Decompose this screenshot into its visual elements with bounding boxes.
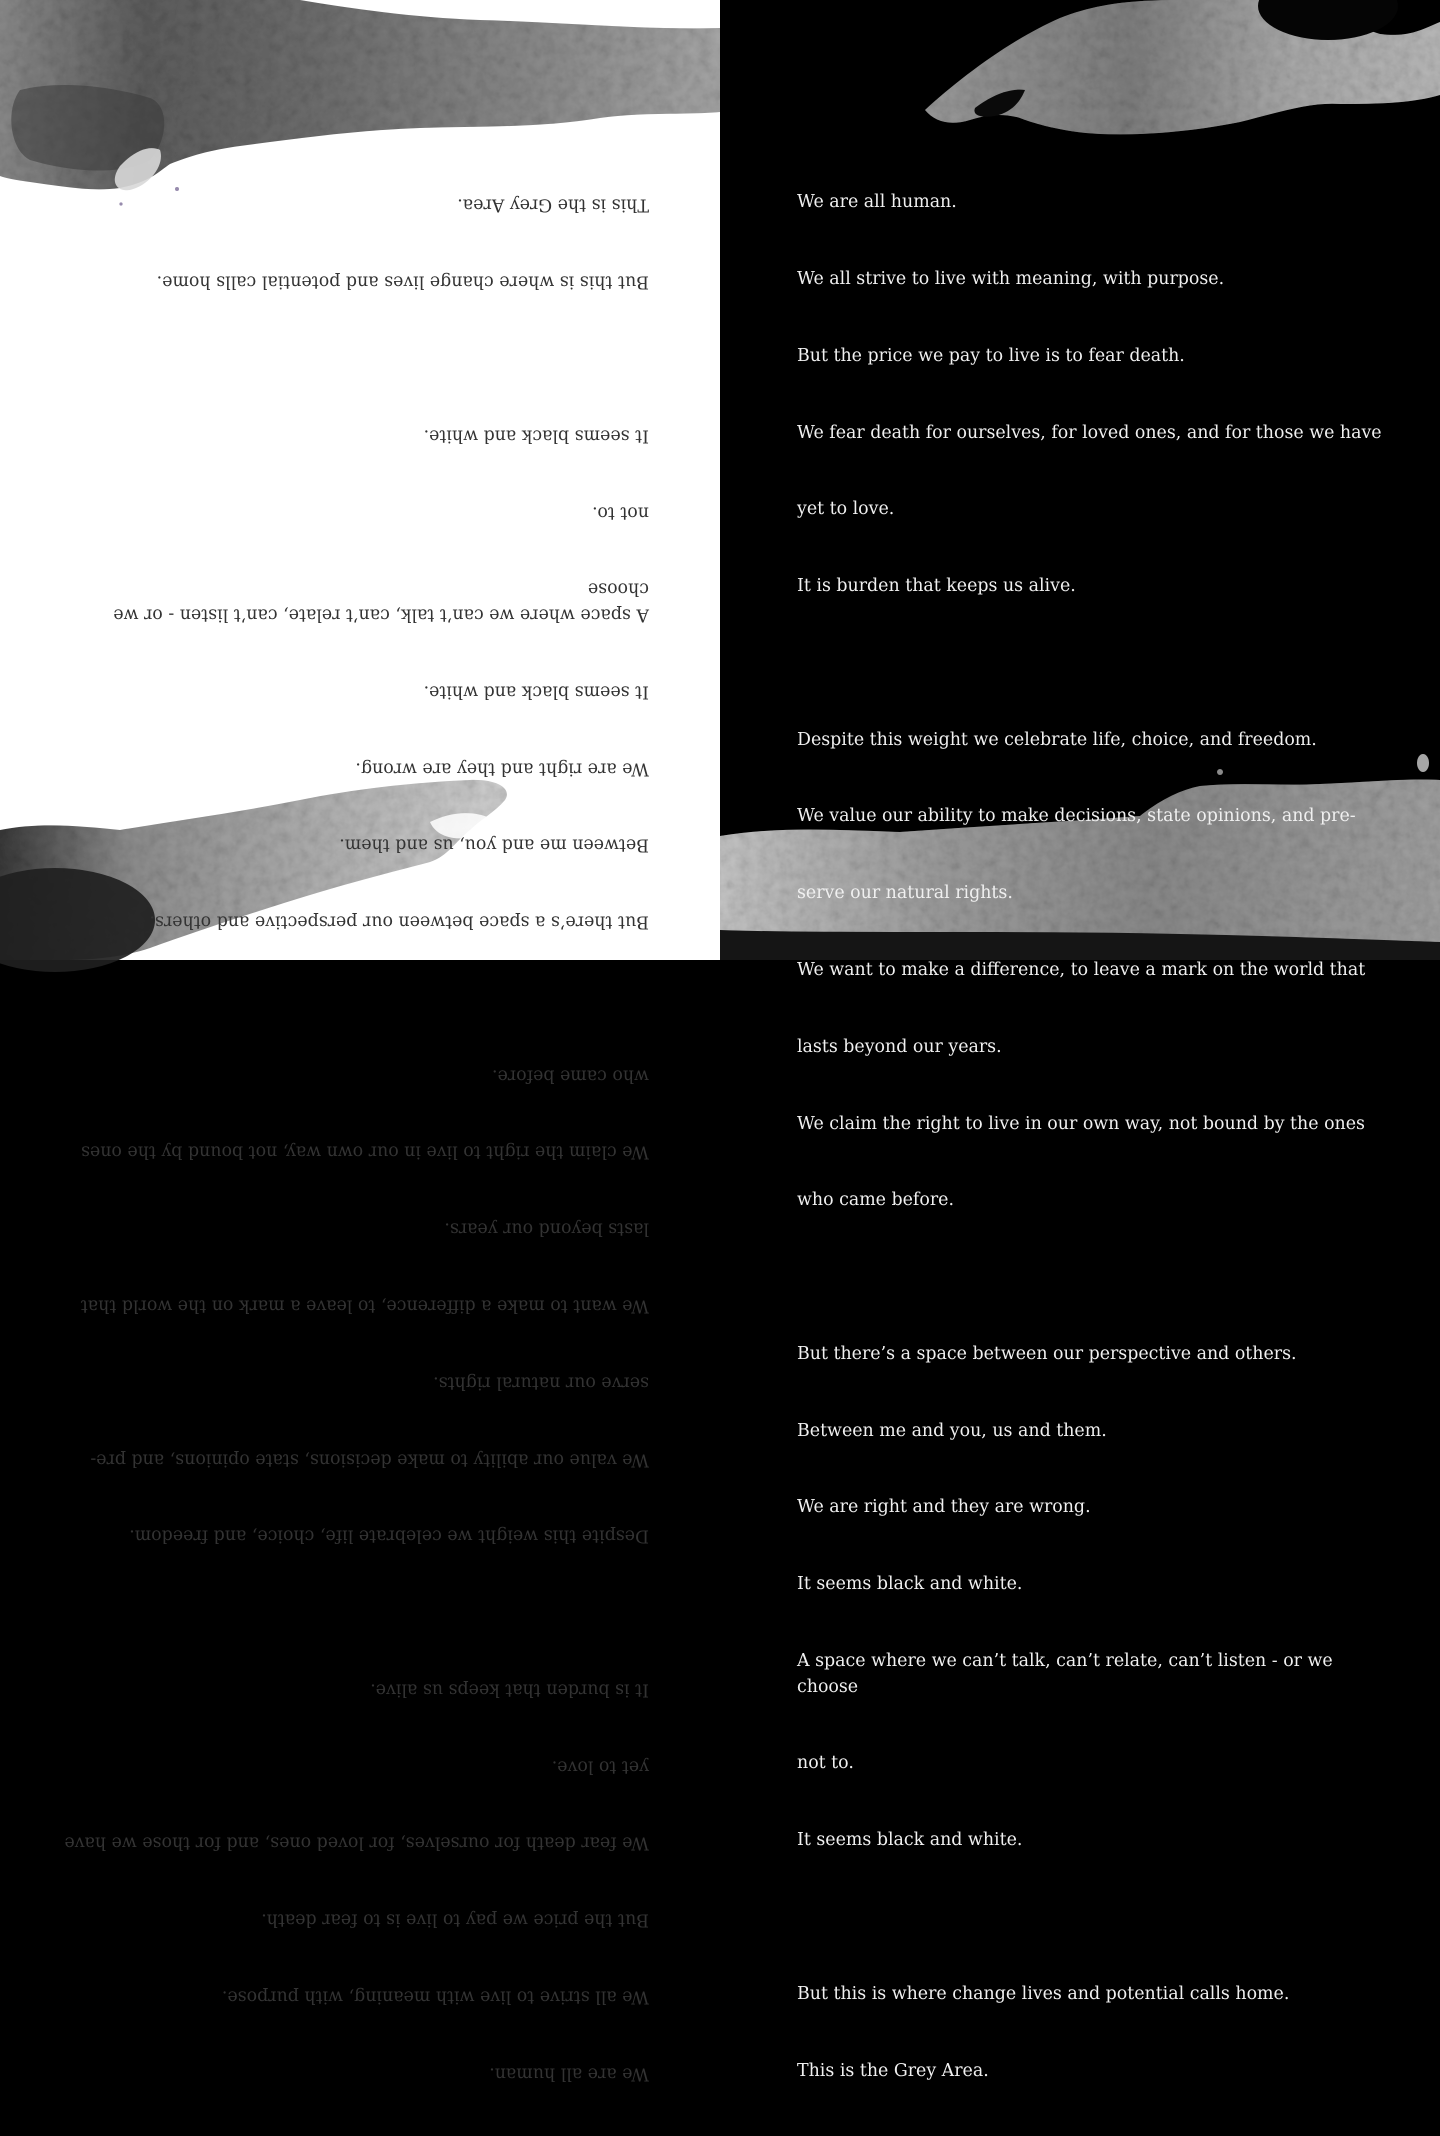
poem-line: This is the Grey Area. (457, 194, 649, 215)
poem-line: We fear death for ourselves, for loved ones, and for those we have (797, 422, 1382, 443)
poem-line: Between me and you, us and them. (339, 834, 649, 855)
poem-line: But there’s a space between our perspective and others. (149, 911, 649, 932)
poem-line (49, 345, 649, 371)
poem-line (797, 651, 1397, 677)
poem-line: who came before. (492, 1064, 649, 1085)
poem-left-upside-down (49, 140, 649, 2136)
left-page (0, 0, 720, 2084)
poem-line (49, 1599, 649, 1625)
poem-line (797, 1905, 1397, 1931)
poem-line: We are all human. (797, 192, 957, 213)
poem-line: We all strive to live with meaning, with purpose. (221, 1986, 649, 2007)
poem-line: It seems black and white. (423, 425, 649, 446)
poem-line: But there’s a space between our perspective and others. (797, 1343, 1297, 1364)
poem-line: But this is where change lives and potential calls home. (797, 1983, 1290, 2004)
right-page (720, 0, 1440, 2081)
poem-line: But the price we pay to live is to fear death. (797, 345, 1185, 366)
poem-line: A space where we can’t talk, can’t relate, can’t listen - or we choose (107, 578, 649, 625)
poem-line: lasts beyond our years. (797, 1036, 1002, 1057)
poem-line: It is burden that keeps us alive. (797, 576, 1076, 597)
poem-line: We claim the right to live in our own way, not bound by the ones (81, 1141, 649, 1162)
poem-line: We want to make a difference, to leave a mark on the world that (80, 1295, 649, 1316)
poem-line (49, 985, 649, 1011)
poem-line: It is burden that keeps us alive. (370, 1679, 649, 1700)
poem-line: yet to love. (551, 1756, 649, 1776)
poem-line: This is the Grey Area. (797, 2060, 989, 2081)
poem-line: A space where we can’t talk, can’t relate, can’t listen - or we choose (797, 1651, 1339, 1697)
poem-line: We are right and they are wrong. (355, 757, 649, 778)
poem-line: We fear death for ourselves, for loved ones, and for those we have (64, 1832, 649, 1853)
poem-line: It seems black and white. (797, 1574, 1023, 1595)
poem-line: serve our natural rights. (433, 1372, 649, 1393)
poem-line: It seems black and white. (797, 1830, 1023, 1851)
poem-line: We all strive to live with meaning, with purpose. (797, 268, 1225, 289)
poem-line: who came before. (797, 1190, 954, 1211)
poem-line: We value our ability to make decisions, state opinions, and pre- (90, 1448, 649, 1469)
poem-line: Despite this weight we celebrate life, choice, and freedom. (797, 729, 1317, 750)
poem-line: lasts beyond our years. (444, 1218, 649, 1239)
poem-line: We are right and they are wrong. (797, 1497, 1091, 1518)
poem-line: But this is where change lives and potential calls home. (156, 271, 649, 292)
poem-line: serve our natural rights. (797, 883, 1013, 904)
poem-line: But the price we pay to live is to fear death. (261, 1909, 649, 1930)
poem-right (797, 139, 1397, 2135)
poem-line: not to. (797, 1753, 854, 1774)
poem-line: yet to love. (797, 499, 895, 520)
poem-line: Between me and you, us and them. (797, 1420, 1107, 1441)
poem-line: not to. (592, 501, 649, 522)
poem-line: We value our ability to make decisions, state opinions, and pre- (797, 806, 1356, 827)
poem-line: It seems black and white. (423, 681, 649, 702)
poem-line: Despite this weight we celebrate life, choice, and freedom. (129, 1525, 649, 1546)
poem-line: We are all human. (489, 2063, 649, 2084)
poem-line: We want to make a difference, to leave a mark on the world that (797, 960, 1366, 980)
poem-line: We claim the right to live in our own way, not bound by the ones (797, 1113, 1365, 1134)
poem-line (797, 1265, 1397, 1291)
